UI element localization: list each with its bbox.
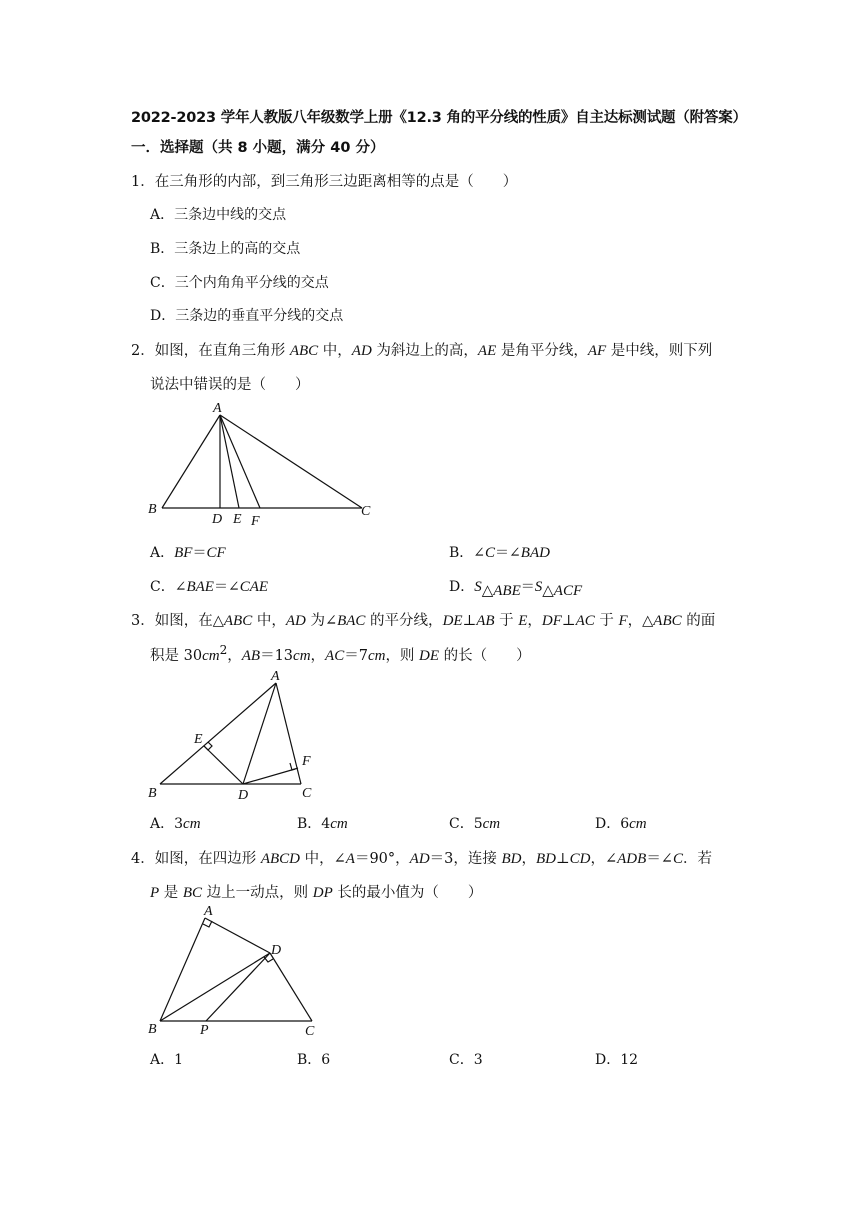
question-2-figure <box>140 395 390 530</box>
question-3-option-d: D．6cm <box>595 816 647 832</box>
question-3-figure <box>140 665 340 805</box>
label-f: F <box>302 754 311 769</box>
label-d: D <box>238 788 249 803</box>
question-2-option-c: C．∠BAE＝∠CAE <box>150 579 269 595</box>
question-1-option-c: C．三个内角角平分线的交点 <box>150 275 329 291</box>
label-a: A <box>213 401 222 416</box>
question-2-option-b: B．∠C＝∠BAD <box>449 545 550 561</box>
question-2-stem-line1: 2．如图，在直角三角形 ABC 中，AD 为斜边上的高，AE 是角平分线，AF 是中线，则下列 <box>131 343 713 359</box>
label-d: D <box>212 512 223 527</box>
label-a: A <box>204 904 213 919</box>
question-4-figure <box>140 903 340 1043</box>
label-c: C <box>302 786 312 801</box>
question-3-stem-line1: 3．如图，在△ABC 中，AD 为∠BAC 的平分线，DE⊥AB 于 E，DF⊥AC 于 F，△ABC 的面 <box>131 613 716 629</box>
question-4-option-d: D．12 <box>595 1052 639 1068</box>
label-e: E <box>233 512 242 527</box>
question-2-option-a: A．BF＝CF <box>150 545 226 561</box>
label-d: D <box>271 943 282 958</box>
question-2-stem-line2: 说法中错误的是（ ） <box>150 377 310 393</box>
label-b: B <box>148 502 157 517</box>
label-p: P <box>200 1023 209 1038</box>
label-a: A <box>271 669 280 684</box>
question-4-option-c: C．3 <box>449 1052 483 1068</box>
label-c: C <box>361 504 371 519</box>
question-1-option-b: B．三条边上的高的交点 <box>150 241 301 257</box>
document-title: 2022-2023 学年人教版八年级数学上册《12.3 角的平分线的性质》自主达标测试题（附答案） <box>131 110 747 126</box>
question-1-stem: 1．在三角形的内部，到三角形三边距离相等的点是（ ） <box>131 174 518 190</box>
label-b: B <box>148 786 157 801</box>
label-b: B <box>148 1022 157 1037</box>
question-4-stem-line2: P 是 BC 边上一动点，则 DP 长的最小值为（ ） <box>150 885 483 901</box>
question-3-option-c: C．5cm <box>449 816 501 832</box>
question-1-option-a: A．三条边中线的交点 <box>150 207 287 223</box>
question-3-option-b: B．4cm <box>297 816 348 832</box>
label-c: C <box>305 1024 315 1039</box>
question-4-option-b: B．6 <box>297 1052 331 1068</box>
question-3-stem-line2: 积是 $30cm^2$，AB＝13cm，AC＝7cm，则 DE 的长（ ） <box>150 643 531 664</box>
label-f: F <box>251 514 260 529</box>
section-heading: 一．选择题（共 8 小题，满分 40 分） <box>131 140 385 156</box>
label-e: E <box>194 732 203 747</box>
question-3-option-a: A．3cm <box>150 816 201 832</box>
question-1-option-d: D．三条边的垂直平分线的交点 <box>150 308 344 324</box>
question-2-option-d: D．$S_{\triangle ABE}=S_{\triangle ACF}$ <box>449 579 583 599</box>
question-4-stem-line1: 4．如图，在四边形 ABCD 中，∠A＝90°，AD＝3，连接 BD，BD⊥CD，∠ADB＝∠C．若 <box>131 851 712 867</box>
question-4-option-a: A．1 <box>150 1052 184 1068</box>
